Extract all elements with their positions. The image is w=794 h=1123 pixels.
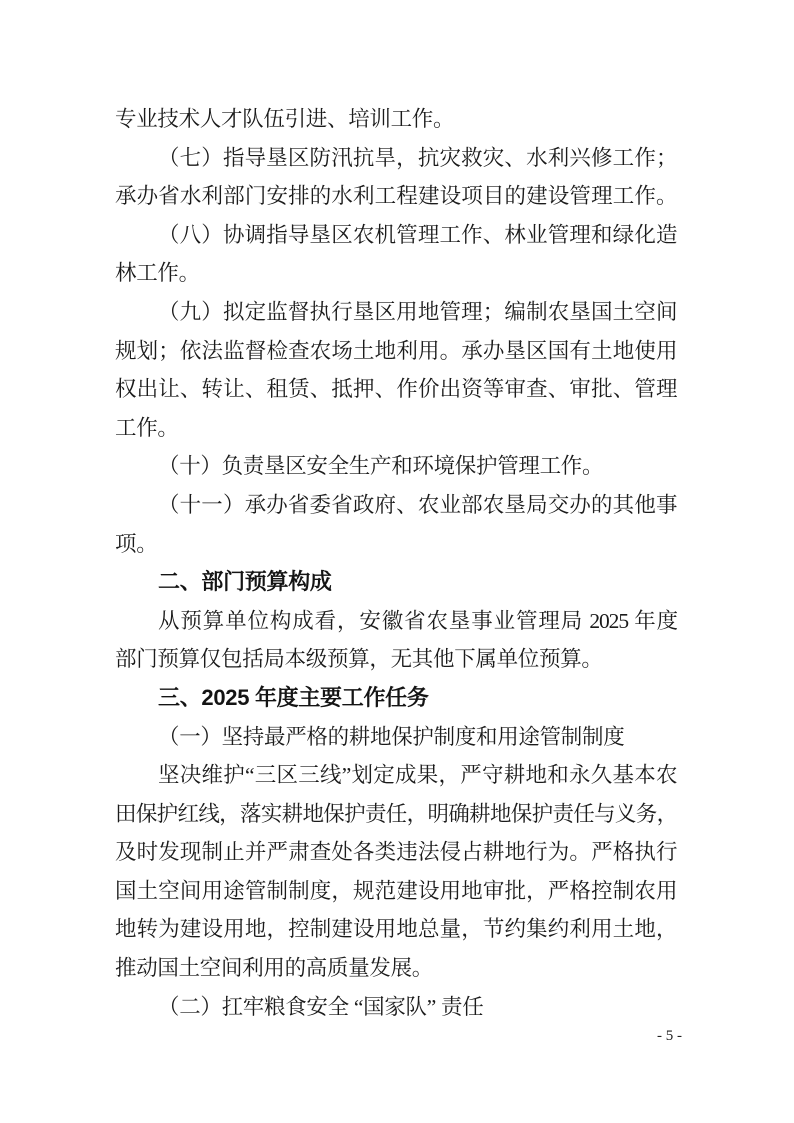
text-line: 推动国土空间利用的高质量发展。 — [115, 956, 434, 981]
text-line: 林工作。 — [115, 261, 200, 286]
text-line: 权出让、转让、租赁、抵押、作价出资等审查、审批、管理 — [115, 377, 677, 402]
text-line: （九）拟定监督执行垦区用地管理；编制农垦国土空间 — [158, 299, 677, 324]
text-line: 项。 — [115, 531, 158, 556]
text-line: 工作。 — [115, 415, 179, 440]
text-line: 地转为建设用地，控制建设用地总量，节约集约利用土地， — [115, 917, 677, 942]
text-line: 部门预算仅包括局本级预算，无其他下属单位预算。 — [115, 647, 603, 672]
text-line: 及时发现制止并严肃查处各类违法侵占耕地行为。严格执行 — [115, 840, 677, 865]
text-line: 田保护红线，落实耕地保护责任，明确耕地保护责任与义务， — [115, 801, 677, 826]
text-line: 规划；依法监督检查农场土地利用。承办垦区国有土地使用 — [115, 338, 677, 363]
text-line: 国土空间用途管制制度，规范建设用地审批，严格控制农用 — [115, 878, 677, 903]
page-number: - 5 - — [657, 1028, 682, 1044]
text-line: 专业技术人才队伍引进、培训工作。 — [115, 107, 455, 131]
text-line: 承办省水利部门安排的水利工程建设项目的建设管理工作。 — [115, 184, 677, 209]
text-line: 二、部门预算构成 — [158, 569, 332, 595]
document-body — [115, 100, 677, 1026]
text-line: （十）负责垦区安全生产和环境保护管理工作。 — [158, 454, 604, 479]
text-line: （一）坚持最严格的耕地保护制度和用途管制制度 — [158, 724, 625, 749]
text-line: 从预算单位构成看，安徽省农垦事业管理局 2025 年度 — [158, 608, 677, 633]
text-line: 坚决维护“三区三线”划定成果，严守耕地和永久基本农 — [158, 763, 677, 788]
text-line: （八）协调指导垦区农机管理工作、林业管理和绿化造 — [158, 222, 677, 247]
text-line: 三、2025 年度主要工作任务 — [158, 684, 429, 710]
text-line: （七）指导垦区防汛抗旱，抗灾救灾、水利兴修工作； — [158, 145, 677, 170]
text-line: （十一）承办省委省政府、农业部农垦局交办的其他事 — [158, 492, 677, 517]
text-line: （二）扛牢粮食安全 “国家队” 责任 — [158, 994, 484, 1019]
